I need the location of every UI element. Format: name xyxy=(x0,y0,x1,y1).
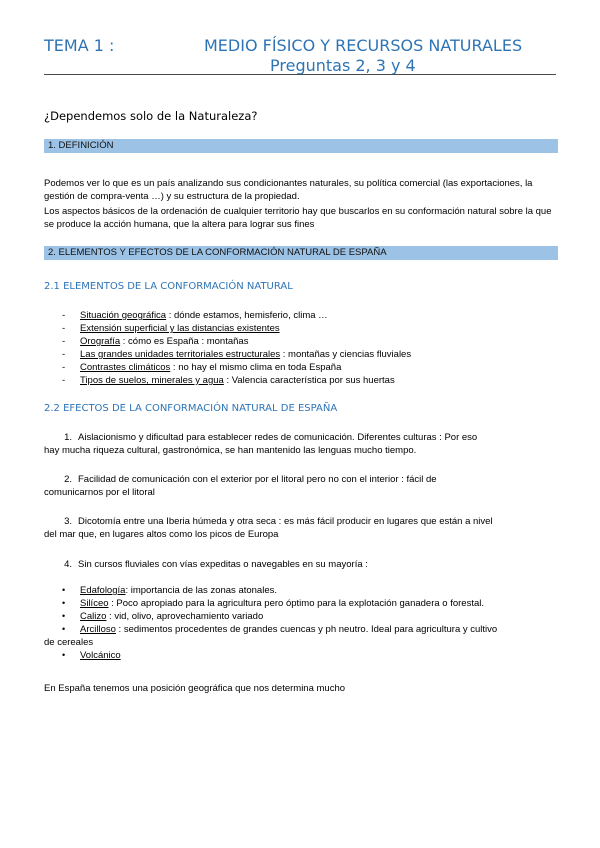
list-item xyxy=(44,584,554,597)
closing-paragraph: En España tenemos una posición geográfica que nos determina mucho xyxy=(44,683,346,694)
item-text: Dicotomía entre una Iberia húmeda y otra seca : es más fácil producir en lugares que están a nivel xyxy=(78,516,493,527)
dash-marker: - xyxy=(62,349,66,360)
subsection-title: 2.2 EFECTOS DE LA CONFORMACIÓN NATURAL DE ESPAÑA xyxy=(44,403,338,414)
dash-marker: - xyxy=(62,336,66,347)
list-item xyxy=(44,348,554,361)
header-rule xyxy=(44,74,556,75)
document-subtitle: Preguntas 2, 3 y 4 xyxy=(270,56,416,75)
item-text: Sin cursos fluviales con vías expeditas o navegables en su mayoría : xyxy=(78,559,368,570)
item-number: 4. xyxy=(64,559,72,570)
list-item xyxy=(44,623,554,649)
list-item xyxy=(44,610,554,623)
dash-marker: - xyxy=(62,375,66,386)
term: Situación geográfica xyxy=(80,310,167,321)
item-number: 3. xyxy=(64,516,72,527)
list-item xyxy=(44,374,554,387)
term-detail: : dónde estamos, hemisferio, clima … xyxy=(166,310,328,321)
term: Volcánico xyxy=(80,650,121,661)
term: Edafología xyxy=(80,585,126,596)
list-item xyxy=(44,597,554,610)
term: Tipos de suelos, minerales y agua xyxy=(80,375,224,386)
term: Arcilloso xyxy=(80,624,116,635)
term: Las grandes unidades territoriales estructurales xyxy=(80,349,281,360)
bullet-marker: • xyxy=(62,585,66,595)
list-item xyxy=(44,309,554,322)
item-number: 1. xyxy=(64,432,72,443)
term-detail: : vid, olivo, aprovechamiento variado xyxy=(106,611,264,622)
numbered-item xyxy=(44,515,558,541)
term-detail: : Valencia característica por sus huertas xyxy=(223,375,395,386)
numbered-item xyxy=(44,558,558,571)
bullet-marker: • xyxy=(62,611,66,621)
dash-marker: - xyxy=(62,323,66,334)
document-title: MEDIO FÍSICO Y RECURSOS NATURALES xyxy=(204,36,523,55)
paragraph: Los aspectos básicos de la ordenación de cualquier territorio hay que buscarlos en su conformación natural sobre la que se produce la acción humana, que la altera para lograr sus fines xyxy=(44,206,552,230)
term: Extensión superficial y las distancias existentes xyxy=(80,323,280,334)
paragraph: Podemos ver lo que es un país analizando sus condicionantes naturales, su política comercial (las exportaciones, la gestión de compra-venta …) y su estructura de la propiedad. xyxy=(44,178,533,202)
item-text-continued: comunicarnos por el litoral xyxy=(44,487,155,498)
dash-marker: - xyxy=(62,310,66,321)
bullet-marker: • xyxy=(62,598,66,608)
term-detail: : sedimentos procedentes de grandes cuencas y ph neutro. Ideal para agricultura y cultivo xyxy=(115,624,498,635)
dash-marker: - xyxy=(62,362,66,373)
term: Calizo xyxy=(80,611,107,622)
subsection-title: 2.1 ELEMENTOS DE LA CONFORMACIÓN NATURAL xyxy=(44,281,293,292)
term-detail: : montañas y ciencias fluviales xyxy=(280,349,412,360)
term: Silíceo xyxy=(80,598,109,609)
elements-list xyxy=(44,309,554,387)
section-heading-elementos: 2. ELEMENTOS Y EFECTOS DE LA CONFORMACIÓN NATURAL DE ESPAÑA xyxy=(44,246,558,260)
term: Orografía xyxy=(80,336,121,347)
item-number: 2. xyxy=(64,474,72,485)
term-detail: : Poco apropiado para la agricultura pero óptimo para la explotación ganadera o forestal. xyxy=(108,598,485,609)
list-item xyxy=(44,649,554,662)
tema-label: TEMA 1 : xyxy=(44,36,115,55)
term-detail-continued: de cereales xyxy=(44,637,94,648)
question: ¿Dependemos solo de la Naturaleza? xyxy=(44,109,258,123)
numbered-item xyxy=(44,431,558,457)
item-text-continued: del mar que, en lugares altos como los picos de Europa xyxy=(44,529,279,540)
item-text-continued: hay mucha riqueza cultural, gastronómica, se han mantenido las lenguas mucho tiempo. xyxy=(44,445,417,456)
soil-types-list xyxy=(44,584,554,662)
list-item xyxy=(44,335,554,348)
list-item xyxy=(44,322,554,335)
numbered-item xyxy=(44,473,558,499)
list-item xyxy=(44,361,554,374)
item-text: Aislacionismo y dificultad para establecer redes de comunicación. Diferentes culturas : Por eso xyxy=(78,432,478,443)
bullet-marker: • xyxy=(62,624,66,634)
term-detail: : no hay el mismo clima en toda España xyxy=(170,362,342,373)
item-text: Facilidad de comunicación con el exterior por el litoral pero no con el interior : fácil de xyxy=(78,474,437,485)
term-detail: : importancia de las zonas atonales. xyxy=(125,585,277,596)
section-heading-definicion: 1. DEFINICIÓN xyxy=(44,139,558,153)
term: Contrastes climáticos xyxy=(80,362,171,373)
term-detail: : cómo es España : montañas xyxy=(120,336,249,347)
bullet-marker: • xyxy=(62,650,66,660)
